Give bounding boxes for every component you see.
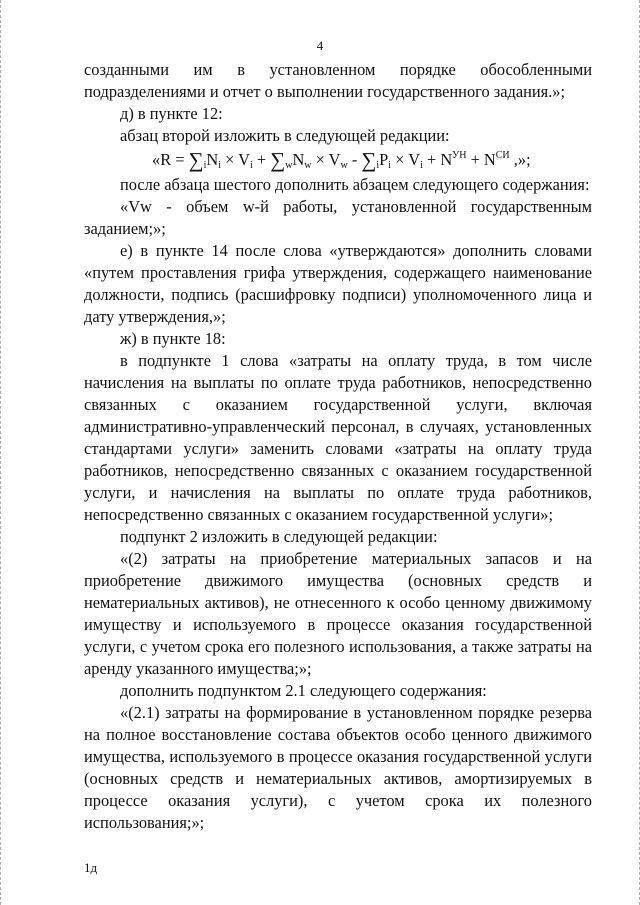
paragraph: е) в пункте 14 после слова «утверждаются» дополнить словами «путем проставления грифа утверждения, содержащего наименование должности, подпись (расшифровку подписи) уполномоченного лица и дату утверждения,»; [84,241,592,326]
paragraph: «(2) затраты на приобретение материальных запасов и на приобретение движимого имущества (основных средств и нематериальных активов), не отнесенного к особо ценному движимому имуществу и используемого в процессе оказания государственной услуги, с учетом срока его полезного использования, а также затраты на аренду указанного имущества;»; [84,549,592,678]
paragraph: ж) в пункте 18: [120,329,226,348]
paragraph: д) в пункте 12: [120,104,223,123]
paragraph: подпункт 2 изложить в следующей редакции: [120,527,438,546]
formula: «$R = \sum iNi \times Vi + \sum wNw \times Vw - \sum iPi \times Vi + N^{УН} + N^{СИ}$ ,»; [152,148,531,172]
paragraph: «(2.1) затраты на формирование в установленном порядке резерва на полное восстановление состава объектов особо ценного движимого имущества, используемого в процессе оказания государственной услуги (основных средств и нематериальных активов, амортизируемых в процессе оказания услуги), с учетом срока их полезного использования;»; [84,703,592,832]
scan-right-edge [633,0,640,905]
document-body [84,59,592,834]
footer-mark: 1д [84,860,98,875]
paragraph: «Vw - объем w-й работы, установленной государственным заданием;»; [84,197,592,238]
paragraph: абзац второй изложить в следующей редакции: [120,126,450,145]
paragraph: дополнить подпунктом 2.1 следующего содержания: [120,681,487,700]
page-number: 4 [316,38,324,53]
scan-left-edge [0,0,7,905]
paragraph: созданными им в установленном порядке обособленными подразделениями и отчет о выполнении государственного задания.»; [84,60,592,101]
paragraph: в подпункте 1 слова «затраты на оплату труда, в том числе начисления на выплаты по оплате труда работников, непосредственно связанных с оказанием государственной услуги, включая административно-управленческий персонал, в случаях, установленных стандартами услуги» заменить словами «затраты на оплату труда работников, непосредственно связанных с оказанием государственной услуги, и начисления на выплаты по оплате труда работников, непосредственно связанных с оказанием государственной услуги»; [84,351,592,524]
paragraph: после абзаца шестого дополнить абзацем следующего содержания: [120,175,590,194]
